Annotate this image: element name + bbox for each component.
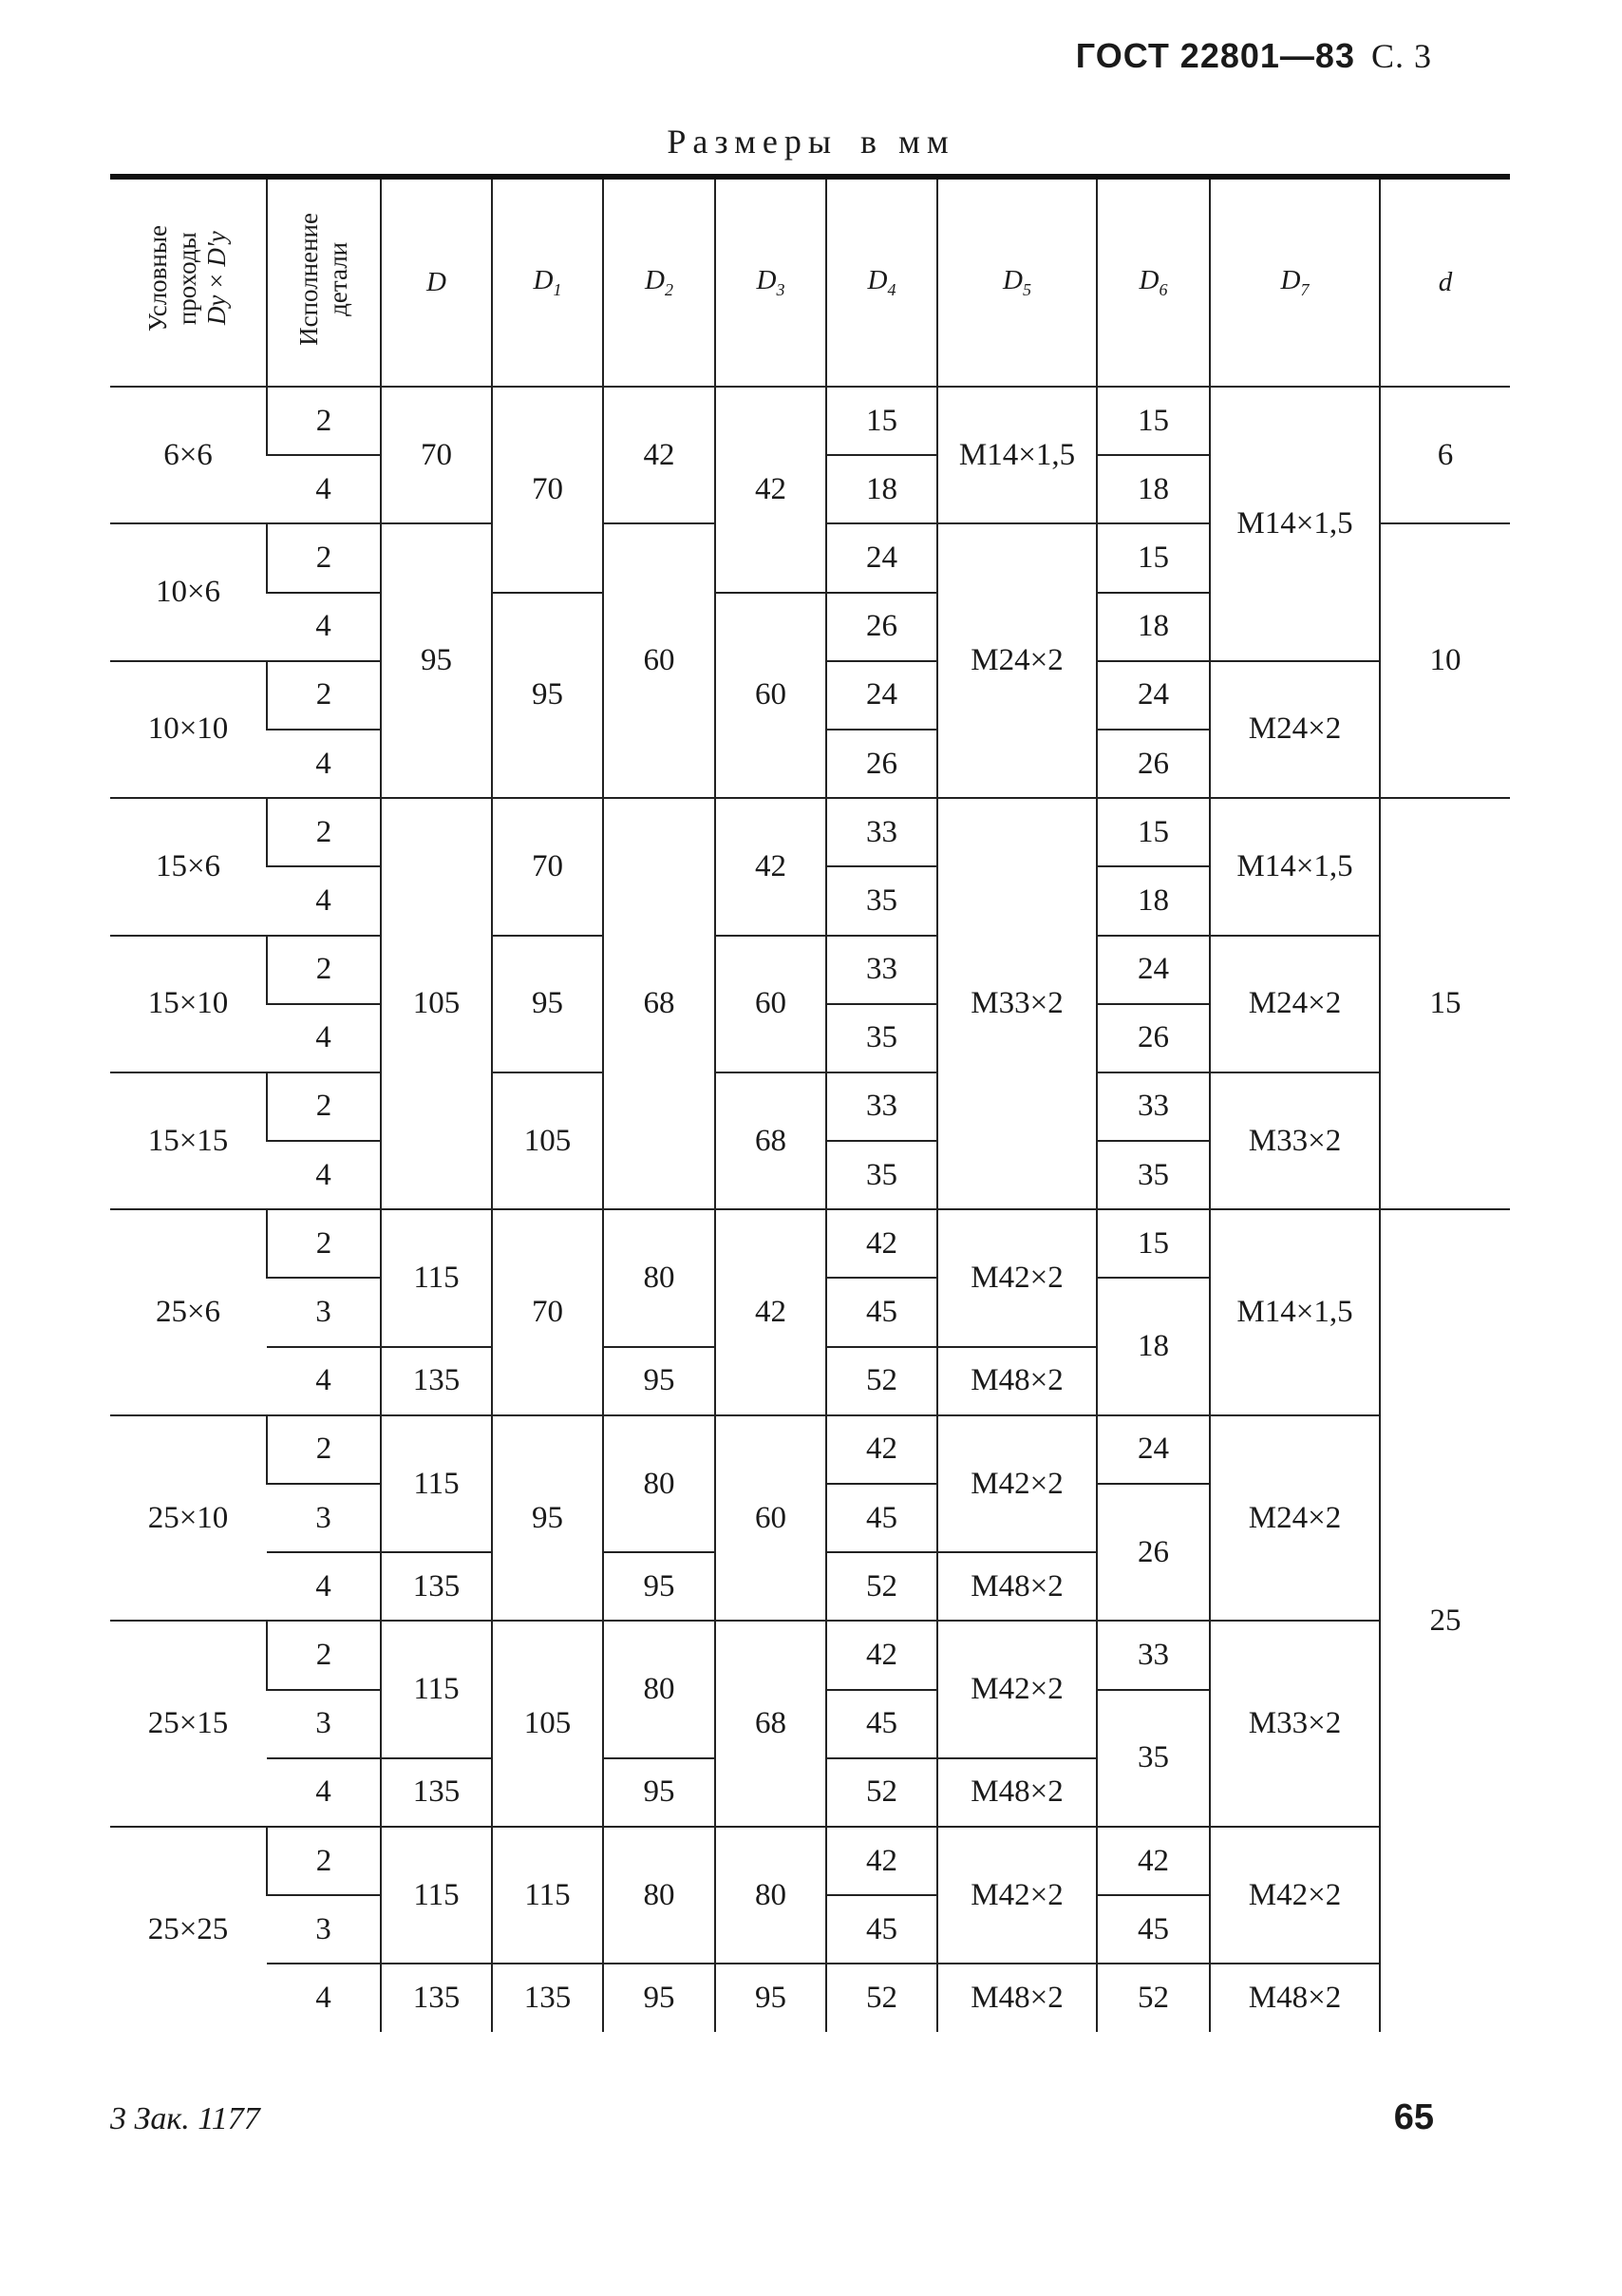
- D2-cell: 42: [603, 387, 715, 523]
- d-cell: 15: [1380, 798, 1510, 1209]
- version-cell: 4: [267, 1004, 381, 1072]
- D4-cell: 35: [826, 1141, 937, 1209]
- D1-cell: 70: [492, 1209, 603, 1415]
- D3-cell: 68: [715, 1072, 826, 1209]
- passage-cell: 10×6: [110, 523, 267, 660]
- print-order-note: 3 Зак. 1177: [110, 2101, 260, 2136]
- version-cell: 4: [267, 1347, 381, 1415]
- D6-cell: 18: [1097, 455, 1210, 523]
- D2-cell: 80: [603, 1827, 715, 1964]
- version-cell: 2: [267, 661, 381, 730]
- col-D7-header: $D_7$: [1210, 177, 1380, 387]
- D1-cell: 105: [492, 1072, 603, 1209]
- version-cell: 4: [267, 866, 381, 935]
- D-cell: 115: [381, 1827, 492, 1964]
- version-cell: 4: [267, 593, 381, 661]
- D4-cell: 45: [826, 1484, 937, 1552]
- table-row: [110, 1964, 1510, 2031]
- col-version-label: Исполнение детали: [293, 212, 352, 346]
- subtitle-text: Размеры: [667, 123, 839, 161]
- D1-cell: 135: [492, 1964, 603, 2031]
- D2-cell: 68: [603, 798, 715, 1209]
- D6-cell: 26: [1097, 730, 1210, 798]
- D6-cell: 42: [1097, 1827, 1210, 1895]
- D6-cell: 26: [1097, 1484, 1210, 1621]
- D4-cell: 52: [826, 1347, 937, 1415]
- passage-cell: 25×10: [110, 1415, 267, 1622]
- D1-cell: 70: [492, 798, 603, 935]
- version-cell: 3: [267, 1484, 381, 1552]
- col-D5-header: $D_5$: [937, 177, 1097, 387]
- D6-cell: 33: [1097, 1621, 1210, 1689]
- d-cell: 25: [1380, 1209, 1510, 2031]
- table-row: [110, 1827, 1510, 1895]
- D1-cell: 70: [492, 387, 603, 593]
- D6-cell: 24: [1097, 1415, 1210, 1484]
- D3-cell: 60: [715, 593, 826, 799]
- version-cell: 2: [267, 1209, 381, 1278]
- header-row: [110, 177, 1510, 387]
- D-cell: 115: [381, 1415, 492, 1552]
- D-cell: 115: [381, 1209, 492, 1346]
- D4-cell: 52: [826, 1758, 937, 1827]
- D-cell: 70: [381, 387, 492, 523]
- col-passage-header: [110, 177, 267, 387]
- page-number-bottom: 65: [1393, 2097, 1434, 2137]
- passage-cell: 10×10: [110, 661, 267, 798]
- dimensions-table: [110, 174, 1510, 2032]
- version-cell: 2: [267, 1827, 381, 1895]
- D7-cell: M48×2: [1210, 1964, 1380, 2031]
- passage-cell: 15×10: [110, 936, 267, 1072]
- standard-number: ГОСТ 22801—83: [1075, 36, 1355, 75]
- col-D-header: D: [381, 177, 492, 387]
- D2-cell: 80: [603, 1621, 715, 1757]
- col-version-header: [267, 177, 381, 387]
- D6-cell: 15: [1097, 1209, 1210, 1278]
- D4-cell: 35: [826, 1004, 937, 1072]
- D4-cell: 45: [826, 1690, 937, 1758]
- version-cell: 3: [267, 1278, 381, 1346]
- D2-cell: 80: [603, 1209, 715, 1346]
- D6-cell: 24: [1097, 661, 1210, 730]
- D1-cell: 95: [492, 593, 603, 799]
- version-cell: 2: [267, 387, 381, 455]
- col-D6-header: $D_6$: [1097, 177, 1210, 387]
- passage-cell: 25×25: [147, 1911, 229, 1946]
- D4-cell: 33: [826, 936, 937, 1004]
- version-cell: 3: [267, 1690, 381, 1758]
- D4-cell: 24: [826, 523, 937, 592]
- D5-cell: M42×2: [937, 1209, 1097, 1346]
- D7-cell: M14×1,5: [1210, 1209, 1380, 1415]
- D1-cell: 95: [492, 1415, 603, 1622]
- col-passage-label: Условные проходы Dу×D′у: [143, 225, 232, 332]
- D6-cell: 35: [1097, 1690, 1210, 1827]
- version-cell: 2: [267, 1415, 381, 1484]
- D6-cell: 15: [1097, 798, 1210, 866]
- D7-cell: M14×1,5: [1210, 387, 1380, 661]
- D2-cell: 60: [603, 523, 715, 798]
- D4-cell: 42: [826, 1621, 937, 1689]
- D2-cell: 95: [603, 1552, 715, 1621]
- D5-cell: M48×2: [937, 1758, 1097, 1827]
- D2-cell: 95: [603, 1347, 715, 1415]
- D6-cell: 26: [1097, 1004, 1210, 1072]
- D3-cell: 60: [715, 936, 826, 1072]
- version-cell: 4: [267, 455, 381, 523]
- passage-cell: 25×6: [110, 1209, 267, 1415]
- D2-cell: 95: [603, 1758, 715, 1827]
- D6-cell: 18: [1097, 866, 1210, 935]
- D5-cell: M14×1,5: [937, 387, 1097, 523]
- D3-cell: 42: [715, 1209, 826, 1415]
- table-row: [110, 798, 1510, 866]
- D5-cell: M24×2: [937, 523, 1097, 798]
- D4-cell: 45: [826, 1278, 937, 1346]
- D7-cell: M24×2: [1210, 661, 1380, 798]
- D5-cell: M42×2: [937, 1415, 1097, 1552]
- D-cell: 135: [381, 1347, 492, 1415]
- D4-cell: 15: [826, 387, 937, 455]
- table-row: [110, 936, 1510, 1004]
- D5-cell: M42×2: [937, 1827, 1097, 1964]
- D6-cell: 18: [1097, 593, 1210, 661]
- col-D2-header: $D_2$: [603, 177, 715, 387]
- passage-cell: 15×6: [110, 798, 267, 935]
- D4-cell: 18: [826, 455, 937, 523]
- D6-cell: 33: [1097, 1072, 1210, 1141]
- table-row: [110, 1209, 1510, 1278]
- table-row: [110, 387, 1510, 455]
- version-cell: 4: [267, 730, 381, 798]
- D-cell: 105: [381, 798, 492, 1209]
- D5-cell: M48×2: [937, 1552, 1097, 1621]
- D6-cell: 15: [1097, 523, 1210, 592]
- version-cell: 3: [267, 1895, 381, 1964]
- D3-cell: 60: [715, 1415, 826, 1622]
- passage-cell: 15×15: [110, 1072, 267, 1209]
- D2-cell: 80: [603, 1415, 715, 1552]
- version-cell: 2: [267, 523, 381, 592]
- D5-cell: M48×2: [937, 1964, 1097, 2031]
- D3-cell: 42: [715, 387, 826, 593]
- D-cell: 115: [381, 1621, 492, 1757]
- version-cell: 2: [267, 936, 381, 1004]
- D3-cell: 80: [715, 1827, 826, 1964]
- passage-cell: 6×6: [110, 387, 267, 523]
- D6-cell: 35: [1097, 1141, 1210, 1209]
- D4-cell: 35: [826, 866, 937, 935]
- D5-cell: M33×2: [937, 798, 1097, 1209]
- passage-cell: 25×15: [110, 1621, 267, 1827]
- D4-cell: 42: [826, 1827, 937, 1895]
- col-D1-header: $D_1$: [492, 177, 603, 387]
- subtitle-unit: в мм: [860, 123, 955, 161]
- table-row: [110, 1072, 1510, 1141]
- D7-cell: M14×1,5: [1210, 798, 1380, 935]
- col-d-header: d: [1380, 177, 1510, 387]
- D6-cell: 18: [1097, 1278, 1210, 1414]
- D7-cell: M33×2: [1210, 1072, 1380, 1209]
- D4-cell: 52: [826, 1964, 937, 2031]
- table-subtitle: [0, 122, 1622, 161]
- D6-cell: 15: [1097, 387, 1210, 455]
- D5-cell: M42×2: [937, 1621, 1097, 1757]
- D7-cell: M24×2: [1210, 936, 1380, 1072]
- D7-cell: M42×2: [1210, 1827, 1380, 1964]
- D-cell: 135: [381, 1964, 492, 2031]
- D7-cell: M33×2: [1210, 1621, 1380, 1827]
- page-number-top: С. 3: [1370, 37, 1432, 75]
- version-cell: 2: [267, 1621, 381, 1689]
- D3-cell: 42: [715, 798, 826, 935]
- dimensions-table-wrap: [110, 174, 1462, 2032]
- col-D4-header: $D_4$: [826, 177, 937, 387]
- d-cell: 6: [1380, 387, 1510, 523]
- table-row: [110, 1621, 1510, 1689]
- D6-cell: 45: [1097, 1895, 1210, 1964]
- D1-cell: 95: [492, 936, 603, 1072]
- D6-cell: 52: [1097, 1964, 1210, 2031]
- version-cell: 4: [267, 1552, 381, 1621]
- D3-cell: 95: [715, 1964, 826, 2031]
- version-cell: 2: [267, 798, 381, 866]
- D3-cell: 68: [715, 1621, 826, 1827]
- D6-cell: 24: [1097, 936, 1210, 1004]
- D4-cell: 52: [826, 1552, 937, 1621]
- version-cell: 4: [267, 1141, 381, 1209]
- D-cell: 135: [381, 1758, 492, 1827]
- D4-cell: 45: [826, 1895, 937, 1964]
- version-cell: 2: [267, 1072, 381, 1141]
- D4-cell: 42: [826, 1415, 937, 1484]
- D1-cell: 105: [492, 1621, 603, 1827]
- D4-cell: 33: [826, 1072, 937, 1141]
- d-cell: 10: [1380, 523, 1510, 798]
- D4-cell: 26: [826, 593, 937, 661]
- D-cell: 135: [381, 1552, 492, 1621]
- col-D3-header: $D_3$: [715, 177, 826, 387]
- D1-cell: 115: [492, 1827, 603, 1964]
- D4-cell: 26: [826, 730, 937, 798]
- D4-cell: 24: [826, 661, 937, 730]
- D7-cell: M24×2: [1210, 1415, 1380, 1622]
- D-cell: 95: [381, 523, 492, 798]
- page-header: [1076, 36, 1432, 76]
- version-cell: 4: [267, 1758, 381, 1827]
- D4-cell: 33: [826, 798, 937, 866]
- version-cell: 4: [315, 1980, 331, 2015]
- D4-cell: 42: [826, 1209, 937, 1278]
- D5-cell: M48×2: [937, 1347, 1097, 1415]
- D2-cell: 95: [603, 1964, 715, 2031]
- table-row: [110, 1415, 1510, 1484]
